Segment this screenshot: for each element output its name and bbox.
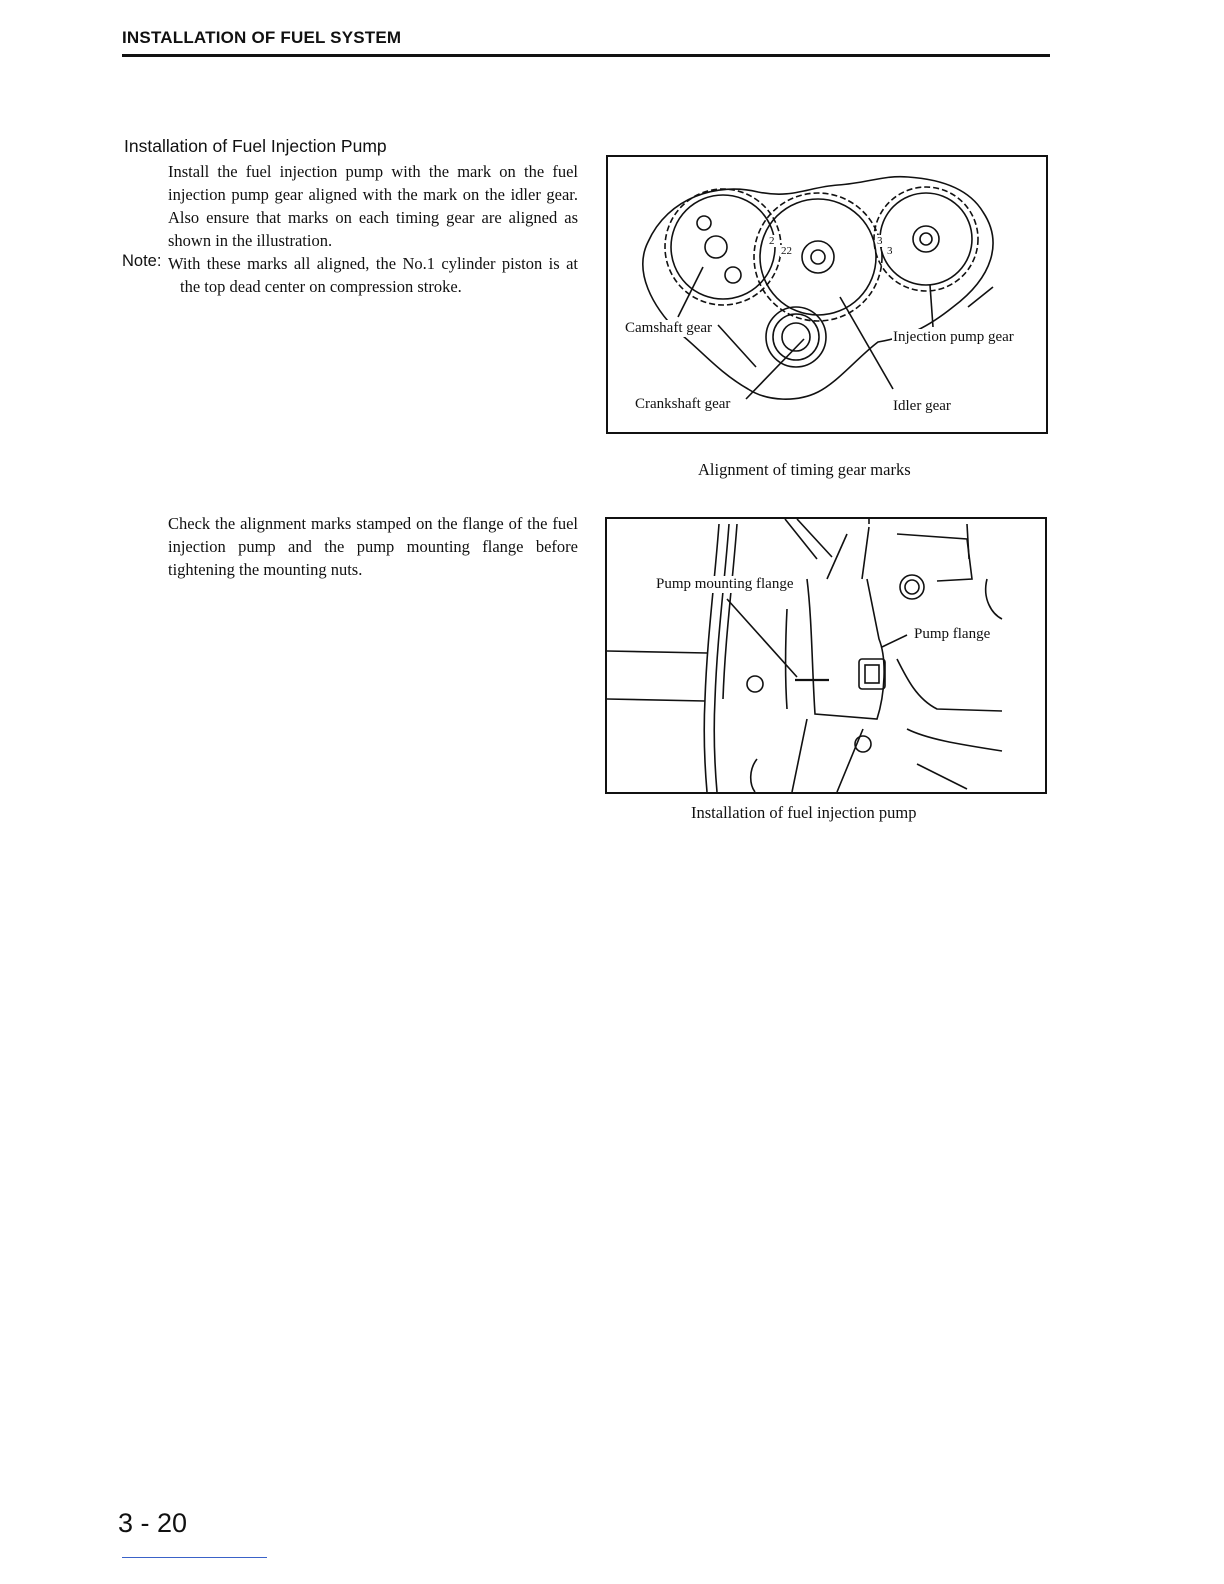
section-title: Installation of Fuel Injection Pump: [124, 136, 387, 156]
pump-flange-figure: [605, 517, 1047, 794]
page-number: 3 - 20: [118, 1508, 188, 1538]
timing-gear-drawing: [608, 157, 1046, 432]
gear-mark-2: 22: [781, 245, 792, 257]
note-text: With these marks all aligned, the No.1 cylinder piston is at the top dead center on compression stroke.: [168, 254, 578, 296]
timing-gear-figure: [606, 155, 1048, 434]
note-label: Note:: [122, 252, 162, 270]
crankshaft-gear-label: Crankshaft gear: [635, 396, 731, 412]
pump-flange-drawing: [607, 519, 1045, 792]
injection-pump-gear-label: Injection pump gear: [893, 329, 1014, 345]
gear-mark-3: 3: [877, 235, 883, 247]
figure2-caption: Installation of fuel injection pump: [691, 803, 917, 822]
gear-mark-1: 2: [769, 235, 775, 247]
figure1-caption: Alignment of timing gear marks: [698, 460, 911, 479]
check-paragraph: Check the alignment marks stamped on the flange of the fuel injection pump and the pump mounting flange before tightening the mounting nuts.: [168, 514, 578, 579]
footer-rule: [122, 1557, 267, 1558]
install-paragraph: Install the fuel injection pump with the mark on the fuel injection pump gear aligned with the mark on the idler gear. Also ensure that marks on each timing gear are aligned as shown in the illustration.: [168, 162, 578, 250]
pump-mounting-flange-label: Pump mounting flange: [656, 576, 794, 592]
header-rule: [122, 54, 1050, 57]
gear-mark-4: 3: [887, 245, 893, 257]
pump-flange-label: Pump flange: [914, 626, 991, 642]
running-header: INSTALLATION OF FUEL SYSTEM: [122, 28, 402, 47]
camshaft-gear-label: Camshaft gear: [625, 320, 713, 336]
idler-gear-label: Idler gear: [893, 398, 951, 414]
